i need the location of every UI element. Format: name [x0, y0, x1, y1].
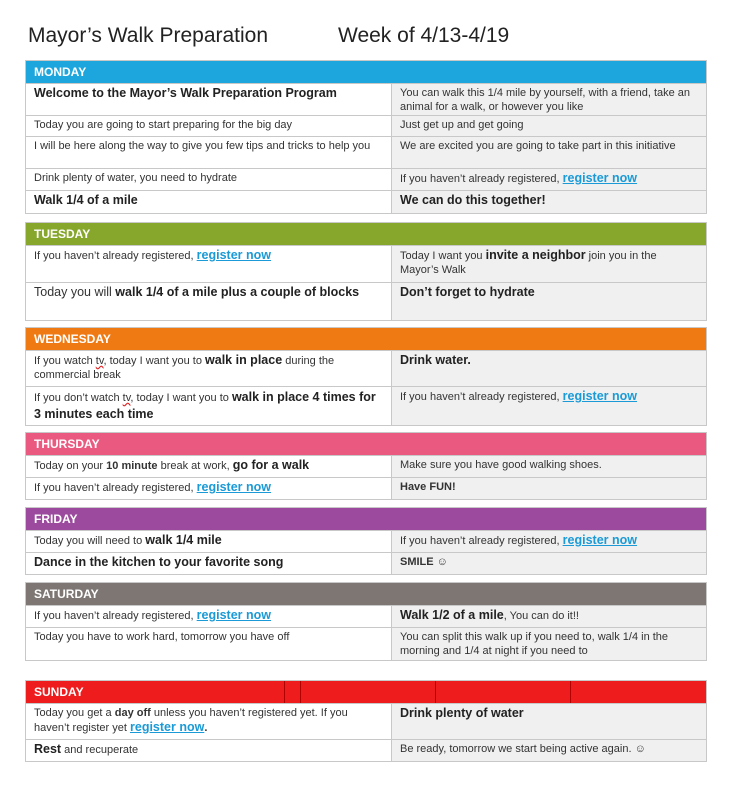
table-cell: Today you are going to start preparing for the big day [26, 116, 392, 136]
table-cell: You can walk this 1/4 mile by yourself, with a friend, take an animal for a walk, or however you like [392, 84, 706, 115]
table-row [26, 455, 706, 477]
header-divider [284, 681, 285, 703]
table-cell: Have FUN! [392, 478, 706, 499]
table-cell: Just get up and get going [392, 116, 706, 136]
table-cell: Be ready, tomorrow we start being active again. ☺ [392, 740, 706, 761]
table-row [26, 530, 706, 552]
table-cell: Dance in the kitchen to your favorite song [26, 553, 392, 574]
table-cell: Drink plenty of water, you need to hydrate [26, 169, 392, 190]
table-cell: Today on your 10 minute break at work, go for a walk [26, 456, 392, 477]
table-cell: Make sure you have good walking shoes. [392, 456, 706, 477]
table-cell: If you haven’t already registered, register now [392, 531, 706, 552]
week-label: Week of 4/13-4/19 [338, 24, 510, 47]
table-row [26, 245, 706, 282]
register-now-link[interactable]: register now [130, 720, 205, 734]
register-now-link[interactable]: register now [562, 533, 637, 547]
header-divider [435, 681, 436, 703]
table-cell: If you haven’t already registered, register now [26, 478, 392, 499]
register-now-link[interactable]: register now [562, 389, 637, 403]
table-row [26, 83, 706, 115]
table-cell: If you haven’t already registered, register now [26, 606, 392, 627]
table-cell: If you haven’t already registered, register now [26, 246, 392, 282]
day-heading-tuesday: TUESDAY [26, 223, 706, 245]
table-row [26, 115, 706, 136]
table-cell: If you don’t watch tv, today I want you to walk in place 4 times for 3 minutes each time [26, 387, 392, 425]
table-row [26, 703, 706, 739]
header-divider [570, 681, 571, 703]
day-section-tuesday [25, 222, 707, 321]
table-cell: We are excited you are going to take part in this initiative [392, 137, 706, 168]
day-heading-saturday: SATURDAY [26, 583, 706, 605]
table-cell: I will be here along the way to give you few tips and tricks to help you [26, 137, 392, 168]
day-heading-sunday: SUNDAY [26, 681, 706, 703]
table-row [26, 552, 706, 574]
day-section-saturday [25, 582, 707, 661]
table-cell: Drink water. [392, 351, 706, 386]
table-row [26, 605, 706, 627]
table-cell: If you watch tv, today I want you to walk in place during the commercial break [26, 351, 392, 386]
register-now-link[interactable]: register now [196, 248, 271, 262]
table-cell: Walk 1/4 of a mile [26, 191, 392, 213]
table-cell: We can do this together! [392, 191, 706, 213]
table-cell: Rest and recuperate [26, 740, 392, 761]
day-section-sunday [25, 680, 707, 762]
day-section-wednesday [25, 327, 707, 426]
table-cell: Today you will need to walk 1/4 mile [26, 531, 392, 552]
day-heading-thursday: THURSDAY [26, 433, 706, 455]
register-now-link[interactable]: register now [196, 480, 271, 494]
table-cell: Today you have to work hard, tomorrow you have off [26, 628, 392, 660]
table-row [26, 386, 706, 425]
day-section-monday [25, 60, 707, 214]
table-row [26, 627, 706, 660]
table-cell: If you haven’t already registered, register now [392, 387, 706, 425]
table-row [26, 739, 706, 761]
document-header [28, 24, 728, 54]
day-heading-monday: MONDAY [26, 61, 706, 83]
table-cell: Today you get a day off unless you haven’t registered yet. If you haven’t register yet register now. [26, 704, 392, 739]
table-cell: You can split this walk up if you need to, walk 1/4 in the morning and 1/4 at night if you need to [392, 628, 706, 660]
table-cell: If you haven’t already registered, register now [392, 169, 706, 190]
table-cell: Don’t forget to hydrate [392, 283, 706, 320]
day-heading-wednesday: WEDNESDAY [26, 328, 706, 350]
table-cell: Today I want you invite a neighbor join you in the Mayor’s Walk [392, 246, 706, 282]
register-now-link[interactable]: register now [562, 171, 637, 185]
document-title: Mayor’s Walk Preparation [28, 24, 269, 47]
table-cell: Today you will walk 1/4 of a mile plus a couple of blocks [26, 283, 392, 320]
day-heading-friday: FRIDAY [26, 508, 706, 530]
table-cell: Walk 1/2 of a mile, You can do it!! [392, 606, 706, 627]
table-cell: Welcome to the Mayor’s Walk Preparation Program [26, 84, 392, 115]
table-row [26, 282, 706, 320]
header-divider [300, 681, 301, 703]
register-now-link[interactable]: register now [196, 608, 271, 622]
table-row [26, 190, 706, 213]
table-row [26, 477, 706, 499]
table-row [26, 350, 706, 386]
day-section-friday [25, 507, 707, 575]
day-section-thursday [25, 432, 707, 500]
table-cell: SMILE ☺ [392, 553, 706, 574]
table-row [26, 136, 706, 168]
table-cell: Drink plenty of water [392, 704, 706, 739]
table-row [26, 168, 706, 190]
